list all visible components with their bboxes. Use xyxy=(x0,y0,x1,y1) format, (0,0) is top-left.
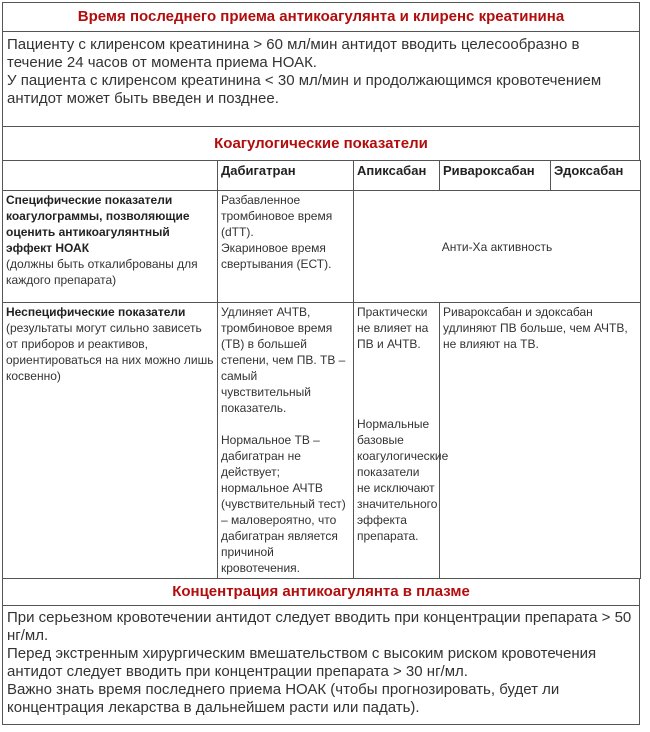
row-label-note: (результаты могут сильно зависеть от приборов и реактивов, ориентироваться на них можно лишь косвенно) xyxy=(6,321,214,383)
cell-text: Удлиняет АЧТВ, тромбиновое время (ТВ) в большей степени, чем ПВ. ТВ – самый чувствительный показатель. xyxy=(221,305,346,415)
cell-anti-xa: Анти-Ха активность xyxy=(354,191,641,303)
paragraph: Пациенту с клиренсом креатинина > 60 мл/мин антидот вводить целесообразно в течение 24 часов от момента приема НОАК. xyxy=(7,36,580,71)
row-label-note: (должны быть откалиброваны для каждого препарата) xyxy=(6,257,198,287)
row-label-bold: Специфические показатели коагулограммы, позволяющие оценить антикоагулянтный эффект НОАК xyxy=(6,193,190,255)
cell-apixaban-nonspecific xyxy=(354,303,449,579)
table-row-nonspecific xyxy=(3,303,641,579)
cell-rivaroxaban-edoxaban-nonspecific: Ривароксабан и эдоксабан удлиняют ПВ больше, чем АЧТВ, не влияют на ТВ. xyxy=(440,303,641,579)
row-label-bold: Неспецифические показатели xyxy=(6,305,186,319)
row-label-nonspecific xyxy=(3,303,218,579)
section-title-plasma-concentration: Концентрация антикоагулянта в плазме xyxy=(2,578,640,606)
column-header-apixaban: Апиксабан xyxy=(354,161,440,191)
section-title-coagulation: Коагулогические показатели xyxy=(2,126,640,161)
cell-text: Экариновое время свертывания (ЕСТ). xyxy=(221,241,332,271)
cell-dabigatran-specific xyxy=(218,191,354,303)
cell-text: Практически не влияет на ПВ и АЧТВ. xyxy=(357,305,429,351)
cell-text: Нормальные базовые коагулогические показатели не исключают значительного эффекта препарата. xyxy=(357,417,449,543)
paragraph: Перед экстренным хирургическим вмешательством с высоким риском кровотечения антидот следует вводить при концентрации препарата > 30 нг/мл. xyxy=(7,645,597,680)
section-title-last-dose: Время последнего приема антикоагулянта и клиренс креатинина xyxy=(2,2,640,32)
cell-text: Разбавленное тромбиновое время (dTT). xyxy=(221,193,333,239)
cell-text: Нормальное ТВ – дабигатран не действует; нормальное АЧТВ (чувствительный тест) – маловероятно, что дабигатран является причиной кровотечения. xyxy=(221,433,346,575)
column-header-edoxaban: Эдоксабан xyxy=(551,161,641,191)
paragraph: При серьезном кровотечении антидот следует вводить при концентрации препарата > 50 нг/мл. xyxy=(7,609,632,644)
table-row-specific xyxy=(3,191,641,303)
section-body-last-dose xyxy=(2,31,640,127)
column-header-dabigatran: Дабигатран xyxy=(218,161,354,191)
section-body-plasma-concentration xyxy=(2,605,640,725)
paragraph: У пациента с клиренсом креатинина < 30 мл/мин и продолжающимся кровотечением антидот может быть введен и позднее. xyxy=(7,72,602,107)
cell-dabigatran-nonspecific xyxy=(218,303,354,579)
paragraph: Важно знать время последнего приема НОАК (чтобы прогнозировать, будет ли концентрация лекарства в дальнейшем расти или падать). xyxy=(7,681,560,716)
row-label-specific xyxy=(3,191,218,303)
header-empty-cell xyxy=(3,161,218,191)
column-header-rivaroxaban: Ривароксабан xyxy=(440,161,551,191)
coagulation-table xyxy=(2,160,641,579)
table-header-row xyxy=(3,161,641,191)
